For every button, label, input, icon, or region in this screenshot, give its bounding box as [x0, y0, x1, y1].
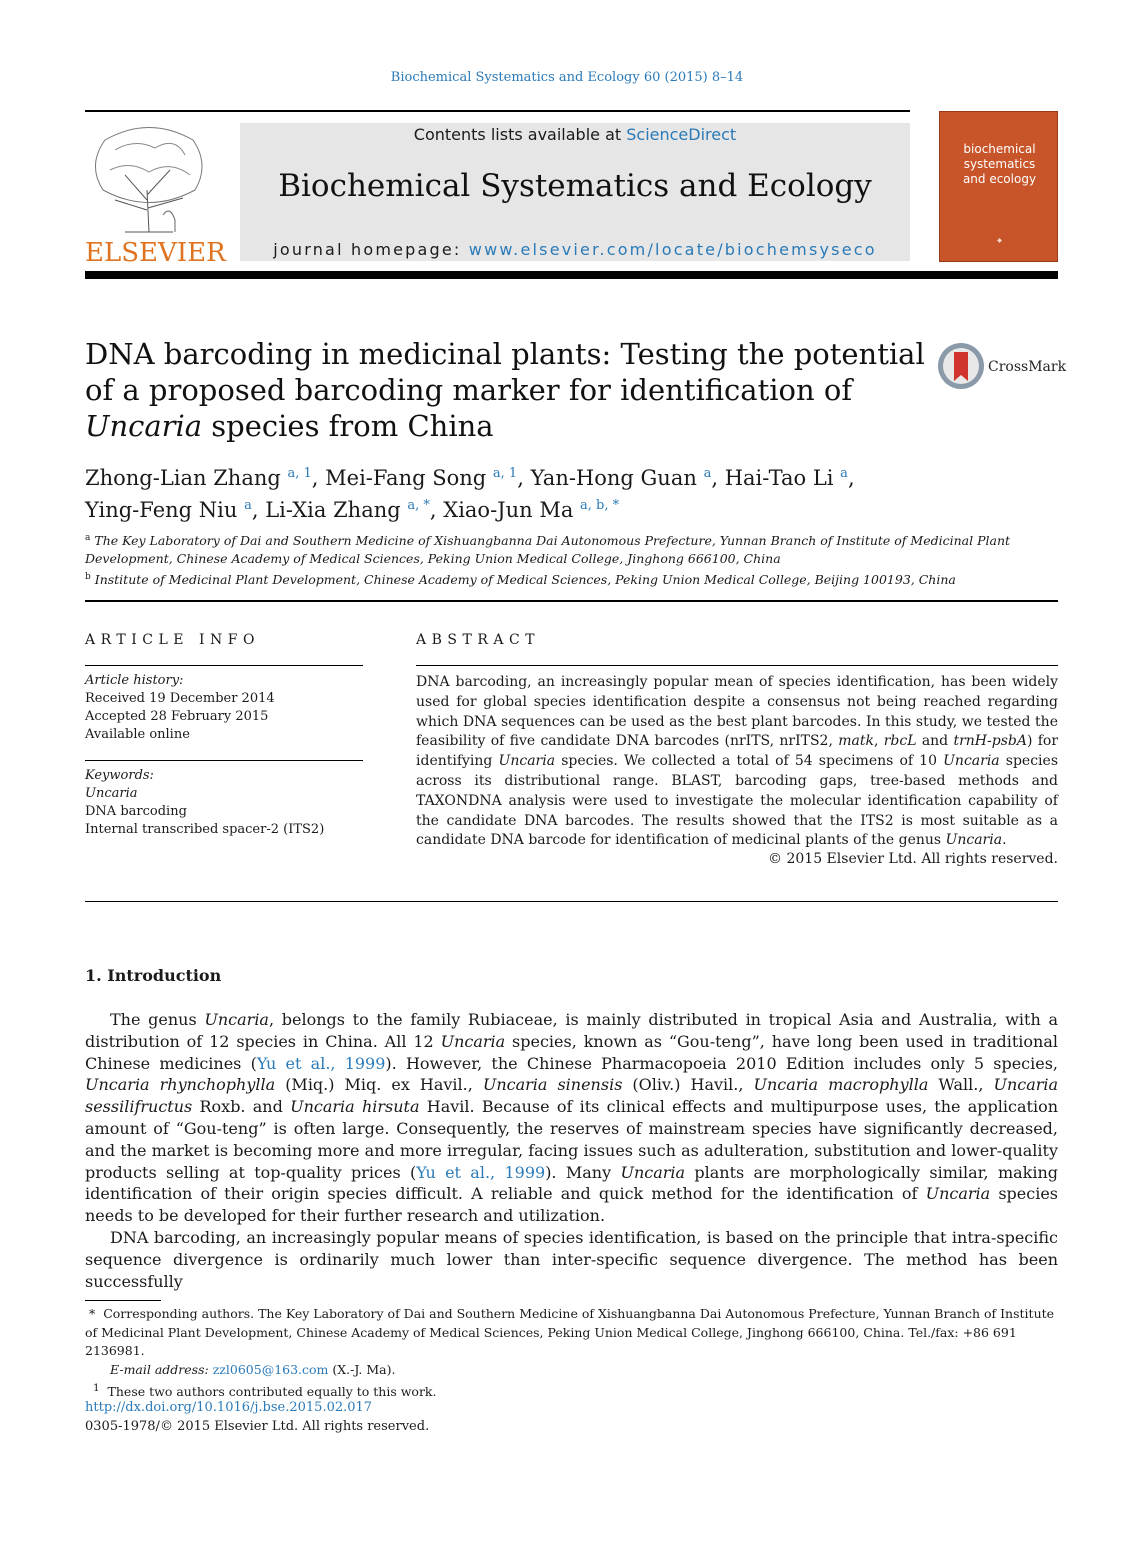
- email-footnote: [85, 1361, 1058, 1380]
- cover-title: biochemical systematics and ecology: [962, 142, 1037, 186]
- available-online: Available online: [85, 727, 190, 742]
- title-text: DNA barcoding in medicinal plants: Testing the potential of a proposed barcoding marker for identification of: [85, 337, 925, 407]
- abstract-heading: ABSTRACT: [416, 632, 541, 648]
- abstract-span: species across its distributional range. BLAST, barcoding gaps, tree-based methods and TAXONDNA analysis were used to investigate the molecular identification capability of the candidate DNA barcodes. The results showed that the ITS2 is most suitable as a candidate DNA barcode for identification of medicinal plants of the genus: [416, 753, 1059, 849]
- footnote-text: These two authors contributed equally to this work.: [107, 1384, 437, 1400]
- author[interactable]: Xiao-Jun Ma: [443, 498, 574, 522]
- title-italic: Uncaria: [85, 409, 203, 443]
- equal-contribution-footnote: [85, 1379, 1058, 1402]
- abstract-rule: [416, 665, 1058, 666]
- intro-span: ). Many: [545, 1162, 621, 1182]
- author-separator: ,: [311, 466, 326, 490]
- accepted-date: Accepted 28 February 2015: [85, 709, 269, 724]
- affiliation-mark: a: [85, 533, 91, 543]
- affiliation-mark: b: [85, 572, 91, 583]
- elsevier-wordmark: ELSEVIER: [85, 238, 226, 268]
- keyword: DNA barcoding: [85, 804, 187, 819]
- footnote-mark: *: [88, 1306, 96, 1321]
- footnote-mark: 1: [92, 1382, 100, 1394]
- homepage-prefix: journal homepage:: [273, 240, 469, 259]
- email-label: E-mail address:: [110, 1361, 209, 1377]
- affiliation-text: The Key Laboratory of Dai and Southern Medicine of Xishuangbanna Dai Autonomous Prefecture, Yunnan Branch of Institute of Medicinal Plant Development, Chinese Academy of Medical Sciences, Peking Union Medical College, Jinghong 666100, China: [85, 533, 1011, 567]
- intro-span: species needs to be developed for their further research and utilization.: [85, 1184, 1059, 1226]
- keywords: [85, 767, 363, 839]
- section-rule: [85, 600, 1058, 602]
- genus-name: Uncaria: [945, 832, 1003, 849]
- abstract-span: DNA barcoding, an increasingly popular mean of species identification, has been widely used for global species identification despite a consensus not being reached regarding which DNA sequences can be used as the best plant barcodes. In this study, we tested the feasibility of five candidate DNA barcodes (nrITS, nrITS2,: [416, 674, 1058, 750]
- crossmark-label[interactable]: CrossMark: [988, 359, 1067, 375]
- doi-link[interactable]: http://dx.doi.org/10.1016/j.bse.2015.02.017: [85, 1400, 373, 1415]
- genus-name: Uncaria: [943, 753, 1000, 770]
- citation-link[interactable]: Yu et al., 1999: [416, 1162, 546, 1182]
- corresponding-footnote: [85, 1305, 1058, 1361]
- taxon-name: Uncaria macrophylla: [753, 1075, 929, 1095]
- author-affiliation-mark[interactable]: a, 1: [287, 466, 312, 481]
- author-separator: ,: [847, 466, 855, 490]
- intro-paragraph: [85, 1009, 1058, 1227]
- abstract-span: species. We collected a total of 54 specimens of 10: [555, 753, 944, 770]
- author[interactable]: Zhong-Lian Zhang: [85, 466, 281, 490]
- section-rule: [85, 901, 1058, 902]
- taxon-name: Uncaria: [925, 1184, 991, 1204]
- author-affiliation-mark[interactable]: a, b, *: [580, 498, 620, 513]
- intro-span: Havil. Because of its clinical effects and multipurpose uses, the application amount of “Gou-teng” is often large. Consequently, the reserves of mainstream species have significantly decreased, and the market is becoming more and more irregular, facing issues such as adulteration, substitution and lower-quality products selling at top-quality prices (: [85, 1097, 1059, 1182]
- author-separator: ,: [429, 498, 444, 522]
- info-rule: [85, 665, 363, 666]
- info-rule: [85, 760, 363, 761]
- keywords-label: Keywords:: [85, 768, 154, 783]
- intro-span: plants are morphologically similar, making identification of their origin species difficult. A reliable and quick method for the identification of: [85, 1162, 1059, 1204]
- affiliation-text: Institute of Medicinal Plant Development, Chinese Academy of Medical Sciences, Peking Union Medical College, Beijing 100193, China: [94, 572, 956, 588]
- taxon-name: Uncaria sinensis: [482, 1075, 623, 1095]
- author-affiliation-mark[interactable]: a: [244, 498, 252, 513]
- taxon-name: Uncaria: [440, 1031, 506, 1051]
- footnote-rule: [85, 1300, 161, 1301]
- article-history: [85, 672, 363, 744]
- journal-name: Biochemical Systematics and Ecology: [278, 168, 872, 204]
- intro-span: Roxb. and: [192, 1097, 291, 1117]
- affiliation-b: [85, 568, 1058, 589]
- introduction-body: [85, 1009, 1058, 1292]
- header-thick-rule: [85, 271, 1058, 279]
- issn-copyright: 0305-1978/© 2015 Elsevier Ltd. All rights reserved.: [85, 1419, 430, 1434]
- article-title: [85, 336, 925, 444]
- genus-name: Uncaria: [498, 753, 556, 770]
- author-separator: ,: [251, 498, 266, 522]
- journal-cover[interactable]: [939, 111, 1058, 262]
- author[interactable]: Ying-Feng Niu: [85, 498, 238, 522]
- abstract-text: [416, 673, 1058, 851]
- taxon-name: Uncaria: [620, 1162, 686, 1182]
- keyword: Internal transcribed spacer-2 (ITS2): [85, 822, 325, 837]
- intro-span: , belongs to the family Rubiaceae, is mainly distributed in tropical Asia and Australia, with a distribution of 12 species in China. All 12: [85, 1010, 1058, 1051]
- taxon-name: Uncaria hirsuta: [290, 1097, 420, 1117]
- article-info-heading: ARTICLE INFO: [85, 632, 260, 648]
- taxon-name: Uncaria: [204, 1010, 269, 1029]
- gene-name: rbcL: [883, 733, 917, 750]
- author-list: [85, 460, 1058, 524]
- gene-name: matk: [838, 733, 874, 750]
- history-label: Article history:: [85, 673, 184, 688]
- top-rule: [85, 110, 910, 112]
- intro-span: The genus: [110, 1010, 205, 1029]
- author-affiliation-mark[interactable]: a: [840, 466, 848, 481]
- taxon-name: Uncaria sessilifructus: [85, 1075, 1059, 1117]
- homepage-line: [240, 240, 910, 259]
- author-affiliation-mark[interactable]: a, 1: [492, 466, 518, 481]
- journal-reference[interactable]: Biochemical Systematics and Ecology 60 (2015) 8–14: [390, 70, 744, 85]
- intro-span: ). However, the Chinese Pharmacopoeia 2010 Edition includes only 5 species,: [385, 1053, 1059, 1073]
- received-date: Received 19 December 2014: [85, 691, 275, 706]
- author-affiliation-mark[interactable]: a: [703, 466, 712, 481]
- abstract-span: ) for identifying: [416, 733, 1059, 770]
- intro-span: species, known as “Gou-teng”, have long been used in traditional Chinese medicines (: [85, 1031, 1059, 1073]
- affiliation-a: [85, 529, 1058, 568]
- intro-span: Wall.,: [928, 1075, 994, 1095]
- abstract-copyright: © 2015 Elsevier Ltd. All rights reserved.: [768, 851, 1058, 867]
- author-separator: ,: [711, 466, 725, 490]
- keyword: Uncaria: [85, 786, 138, 801]
- contents-line: [240, 125, 910, 144]
- author[interactable]: Yan-Hong Guan: [530, 466, 697, 490]
- contents-prefix: Contents lists available at: [413, 125, 627, 144]
- intro-paragraph: DNA barcoding, an increasingly popular means of species identification, is based on the principle that intra-specific sequence divergence is ordinarily much lower than inter-specific sequence divergence. The method has been successfully: [85, 1227, 1058, 1291]
- introduction-heading: 1. Introduction: [85, 966, 222, 985]
- footnote-text: Corresponding authors. The Key Laboratory of Dai and Southern Medicine of Xishuangbanna Dai Autonomous Prefecture, Yunnan Branch of Institute of Medicinal Plant Development, Chinese Academy of Medical Sciences, Peking Union Medical College, Jinghong 666100, China. Tel./fax: +86 691 2136981.: [85, 1306, 1055, 1358]
- abstract-span: and: [916, 733, 954, 750]
- intro-span: (Oliv.) Havil.,: [622, 1075, 754, 1095]
- author-affiliation-mark[interactable]: a, *: [407, 498, 430, 513]
- email-suffix: (X.-J. Ma).: [328, 1361, 396, 1377]
- author[interactable]: Mei-Fang Song: [325, 466, 487, 490]
- title-text-end: species from China: [202, 409, 494, 443]
- gene-name: trnH-psbA: [953, 733, 1027, 750]
- author-separator: ,: [517, 466, 531, 490]
- taxon-name: Uncaria rhynchophylla: [85, 1075, 276, 1095]
- footnotes: [85, 1305, 1058, 1402]
- affiliations: [85, 529, 1058, 589]
- email-link[interactable]: zzl0605@163.com: [212, 1361, 329, 1377]
- author[interactable]: Li-Xia Zhang: [265, 498, 401, 522]
- abstract-span: ,: [873, 733, 884, 750]
- author[interactable]: Hai-Tao Li: [724, 466, 834, 490]
- abstract-span: .: [1002, 832, 1007, 849]
- citation-link[interactable]: Yu et al., 1999: [256, 1053, 386, 1073]
- intro-span: (Miq.) Miq. ex Havil.,: [275, 1075, 483, 1095]
- homepage-link[interactable]: www.elsevier.com/locate/biochemsyseco: [468, 240, 877, 259]
- cover-publisher-mark: ◆: [997, 237, 1002, 244]
- sciencedirect-link[interactable]: ScienceDirect: [626, 125, 737, 144]
